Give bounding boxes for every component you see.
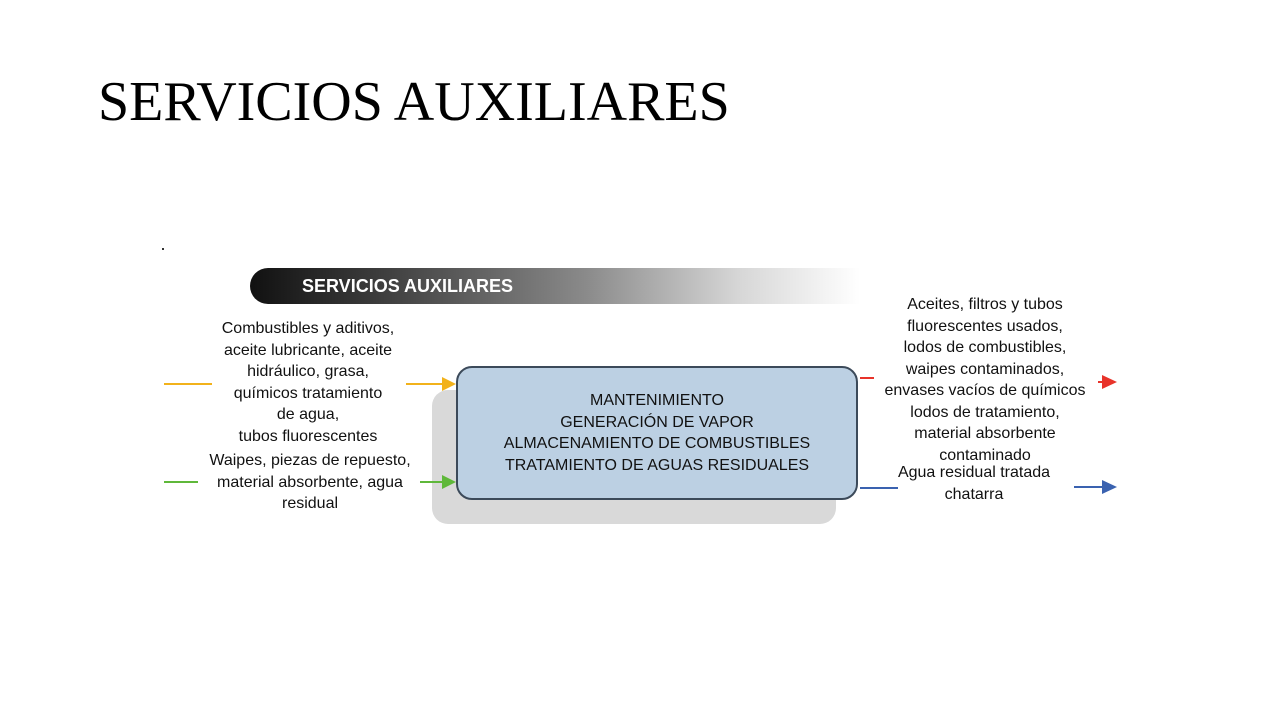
input-line: hidráulico, grasa, [247, 363, 369, 380]
input-line: Waipes, piezas de repuesto, [209, 452, 411, 469]
input-line: de agua, [276, 406, 340, 423]
output-line: chatarra [944, 485, 1004, 503]
slide-title: SERVICIOS AUXILIARES [98, 71, 730, 133]
output-arrow-water [860, 480, 1117, 494]
output-line: fluorescentes usados, [907, 317, 1063, 335]
input-line: tubos fluorescentes [238, 427, 378, 445]
output-line: envases vacíos de químicos [884, 382, 1086, 399]
output-line: waipes contaminados, [905, 360, 1065, 378]
input-line: Combustibles y aditivos, [221, 320, 395, 337]
output-arrow-waste [860, 375, 1117, 389]
input-line: material absorbente, agua [217, 473, 403, 491]
input-arrow-materials [164, 377, 456, 391]
diagram-banner-label: SERVICIOS AUXILIARES [302, 276, 514, 296]
output-line: lodos de tratamiento, [910, 403, 1060, 421]
process-line: GENERACIÓN DE VAPOR [560, 413, 754, 431]
output-line: Aceites, filtros y tubos [907, 296, 1063, 313]
input-line: químicos tratamiento [233, 384, 383, 402]
process-line: ALMACENAMIENTO DE COMBUSTIBLES [503, 435, 811, 452]
process-line: MANTENIMIENTO [590, 392, 724, 409]
output-line: material absorbente [914, 425, 1056, 442]
process-line: TRATAMIENTO DE AGUAS RESIDUALES [504, 456, 810, 474]
input-line: aceite lubricante, aceite [223, 341, 393, 359]
input-line: residual [281, 495, 339, 512]
output-line: lodos de combustibles, [903, 339, 1067, 356]
output-line: Agua residual tratada [897, 464, 1051, 481]
output-line: contaminado [939, 446, 1031, 464]
input-arrow-supplies [164, 475, 456, 489]
